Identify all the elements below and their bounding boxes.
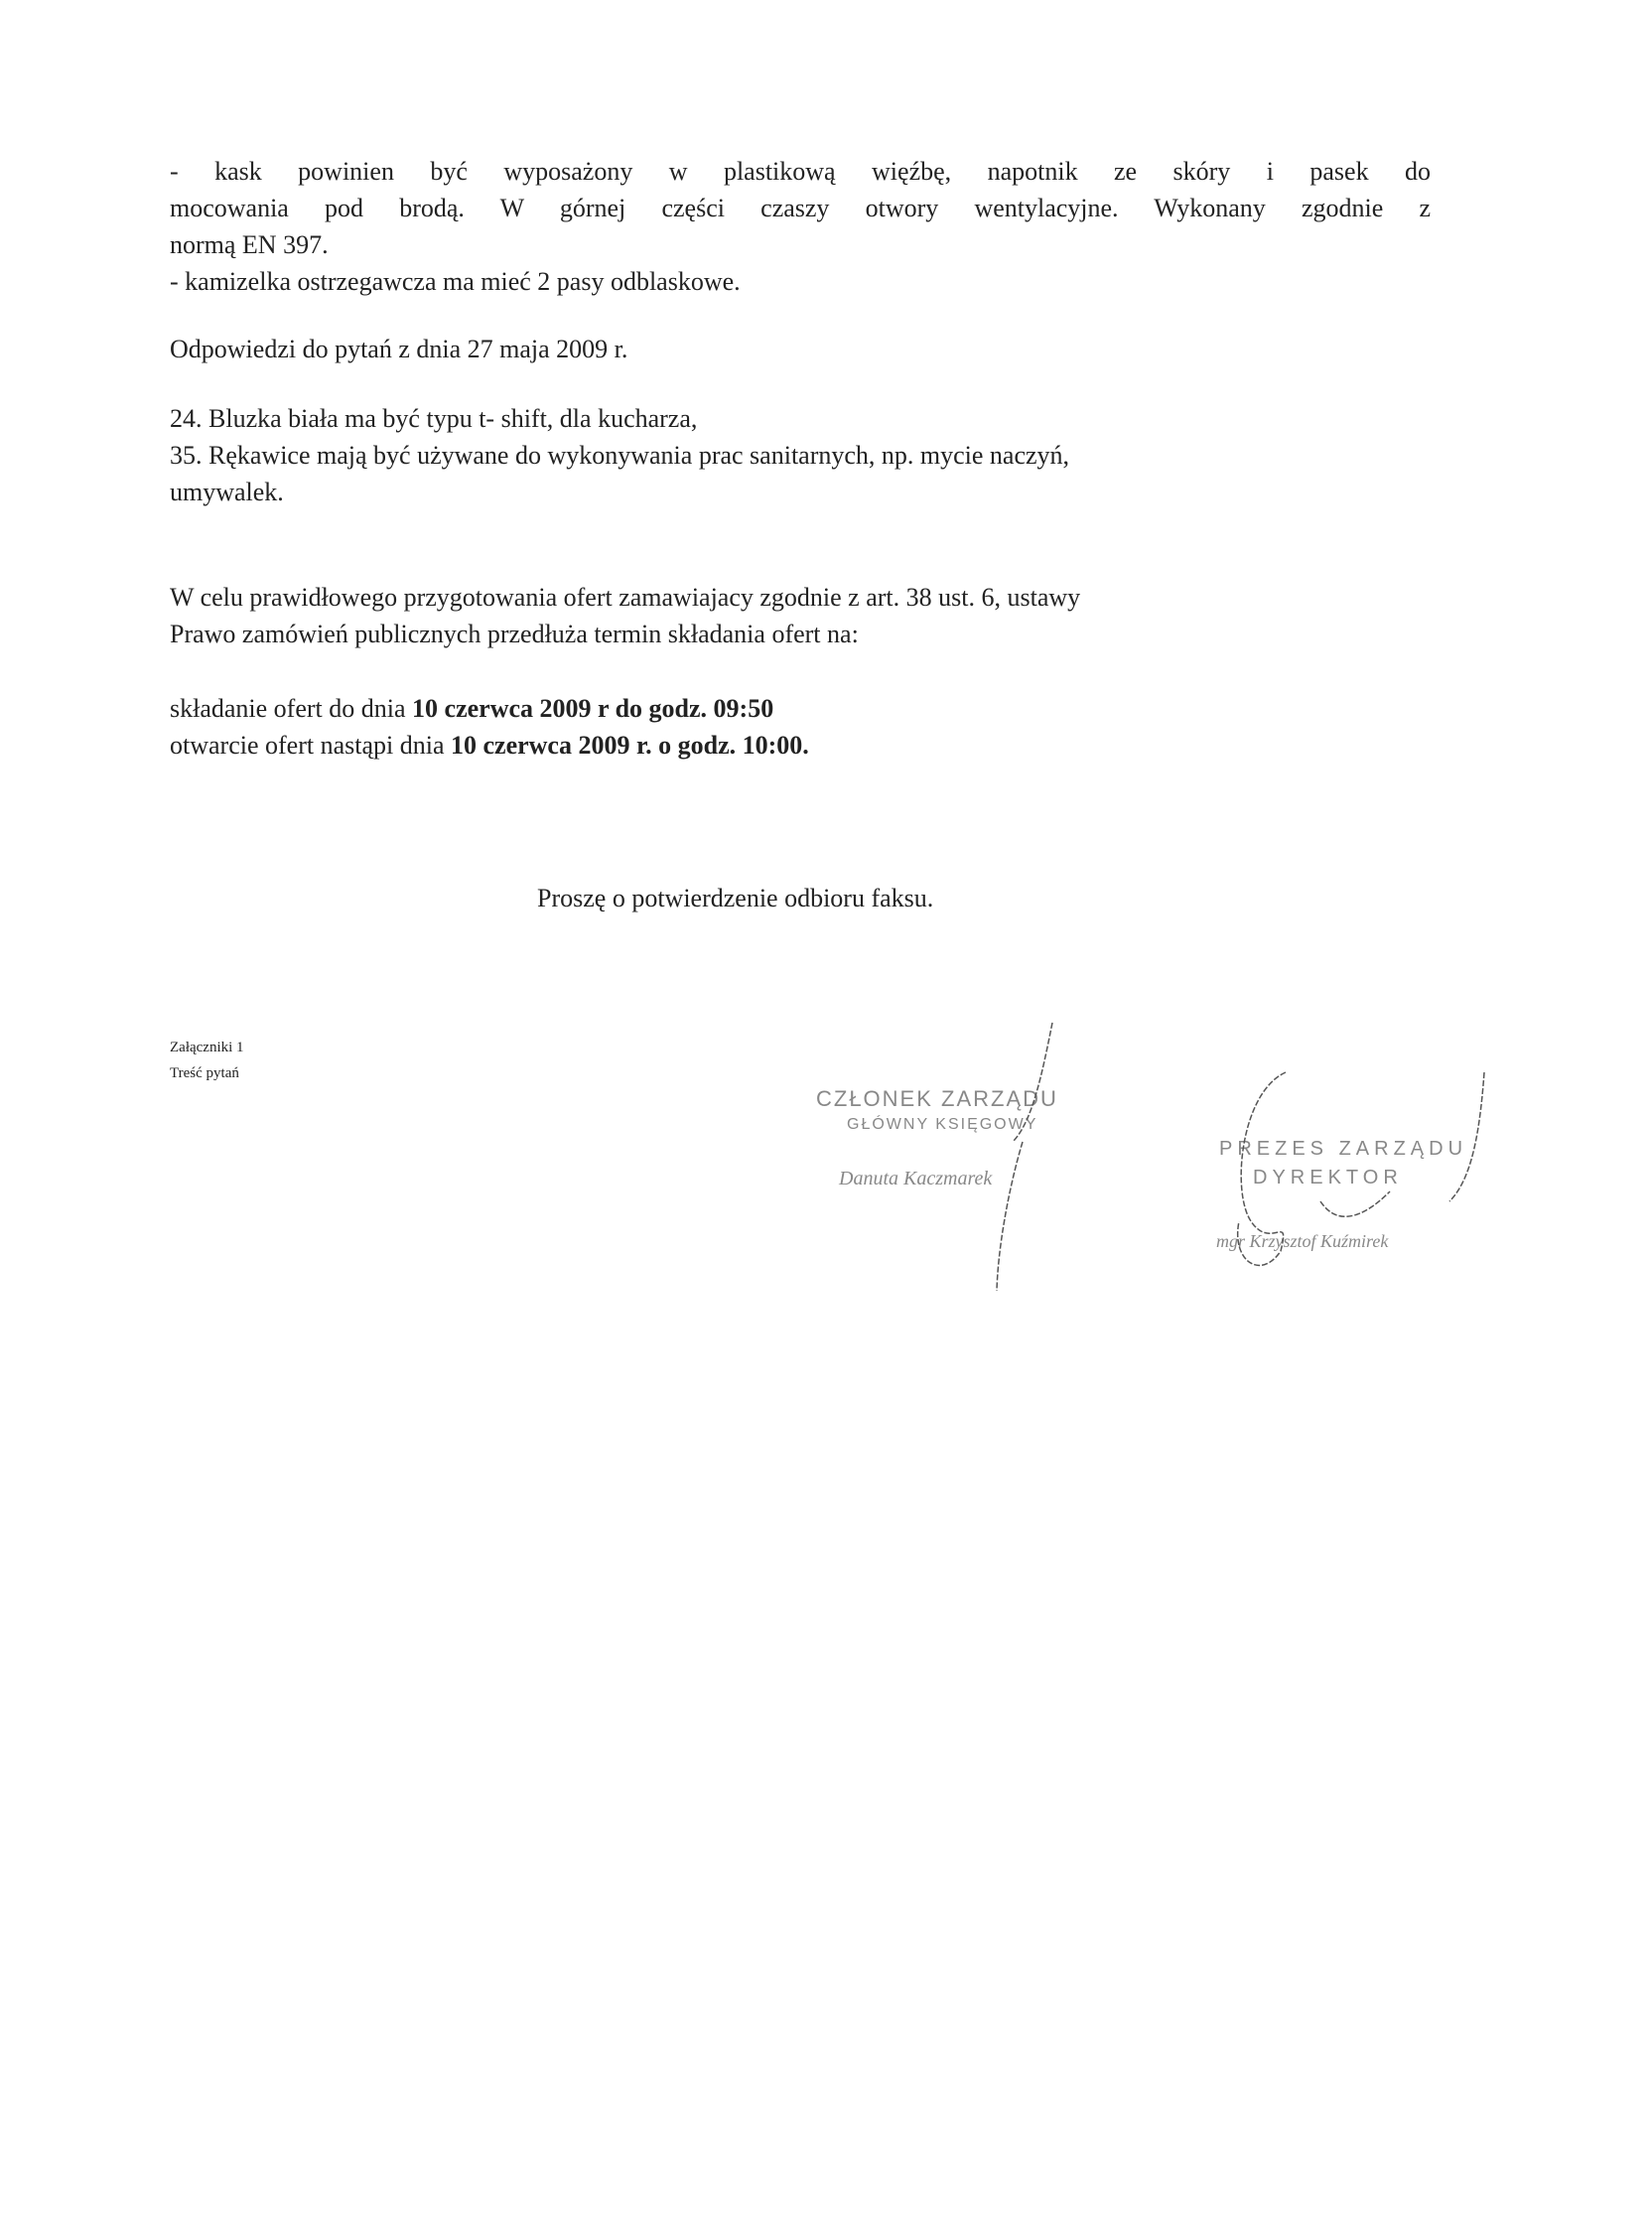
deadline-date: 10 czerwca 2009 r do godz. 09:50 xyxy=(412,694,774,723)
stamp-line: DYREKTOR xyxy=(1253,1167,1403,1188)
paragraph-line: Prawo zamówień publicznych przedłuża termin składania ofert na: xyxy=(170,620,859,648)
stamp-line: PREZES ZARZĄDU xyxy=(1219,1138,1468,1160)
list-item: 35. Rękawice mają być używane do wykonywania prac sanitarnych, np. mycie naczyń, xyxy=(170,441,1070,470)
attachments-label: Załączniki 1 xyxy=(170,1040,244,1055)
opening-date: 10 czerwca 2009 r. o godz. 10:00. xyxy=(451,731,809,760)
list-item: 24. Bluzka biała ma być typu t- shift, dla kucharza, xyxy=(170,404,698,433)
paragraph-line: mocowania pod brodą. W górnej części czaszy otwory wentylacyjne. Wykonany zgodnie z xyxy=(170,194,1431,222)
stamp-line: GŁÓWNY KSIĘGOWY xyxy=(847,1116,1038,1133)
attachments-item: Treść pytań xyxy=(170,1065,239,1081)
paragraph-line: W celu prawidłowego przygotowania ofert zamawiajacy zgodnie z art. 38 ust. 6, ustawy xyxy=(170,583,1081,612)
stamp-name: Danuta Kaczmarek xyxy=(839,1168,993,1189)
paragraph-line: normą EN 397. xyxy=(170,230,329,259)
list-item: umywalek. xyxy=(170,478,284,506)
opening-label: otwarcie ofert nastąpi dnia xyxy=(170,731,451,760)
stamp-line: CZŁONEK ZARZĄDU xyxy=(816,1086,1058,1111)
stamp-name: mgr Krzysztof Kuźmirek xyxy=(1216,1231,1389,1251)
closing-request: Proszę o potwierdzenie odbioru faksu. xyxy=(537,884,934,912)
paragraph-line: - kamizelka ostrzegawcza ma mieć 2 pasy odblaskowe. xyxy=(170,267,741,296)
section-heading: Odpowiedzi do pytań z dnia 27 maja 2009 r. xyxy=(170,335,628,363)
deadline-label: składanie ofert do dnia xyxy=(170,694,413,723)
paragraph-line: - kask powinien być wyposażony w plastikową więźbę, napotnik ze skóry i pasek do xyxy=(170,157,1431,186)
